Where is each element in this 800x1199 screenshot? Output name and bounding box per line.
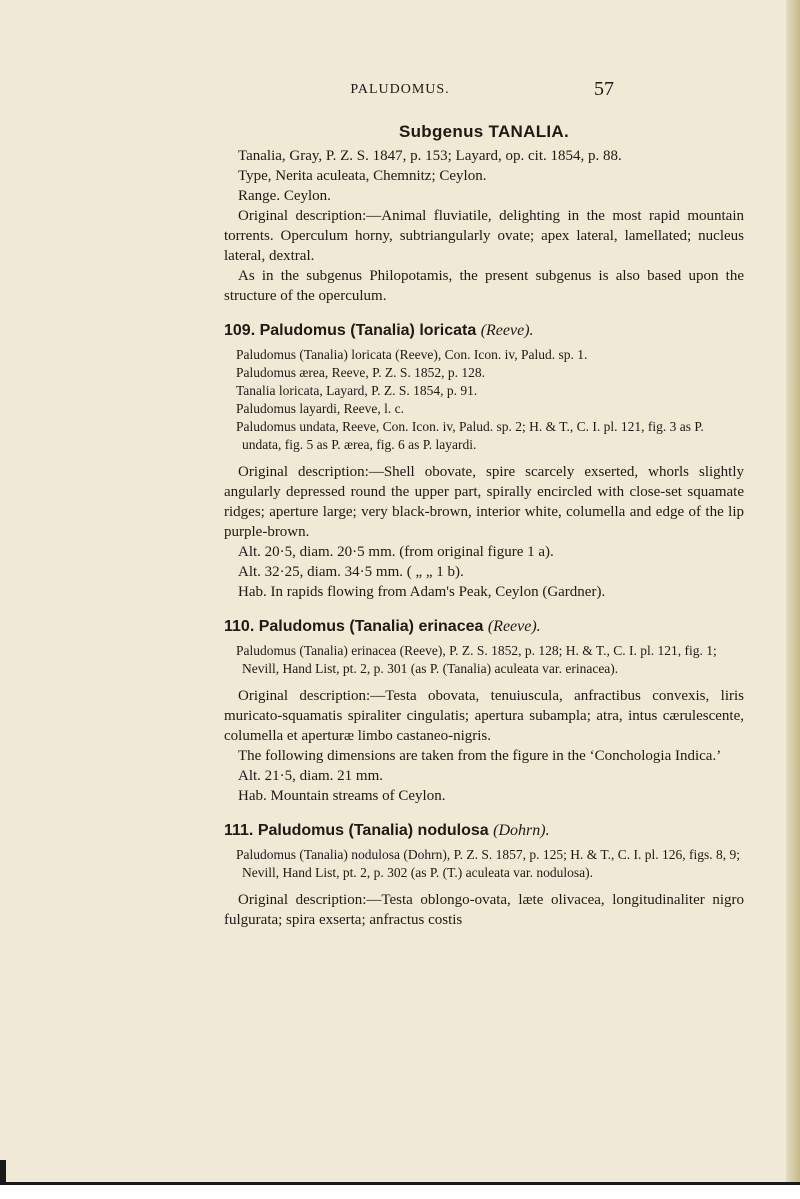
scan-bottom-edge	[0, 1182, 800, 1199]
species-name: Paludomus (Tanalia) nodulosa	[257, 822, 489, 839]
subgenus-title: Subgenus TANALIA.	[398, 122, 570, 141]
synonym-ref: Paludomus ærea, Reeve, P. Z. S. 1852, p. 128.	[236, 365, 485, 380]
synonym-ref: Paludomus (Tanalia) loricata (Reeve), Con. Icon. iv, Palud. sp. 1.	[236, 347, 588, 362]
original-description: Original description:—Shell obovate, spire scarcely exserted, whorls slightly angularly depressed round the upper part, spirally encircled with close-set squamate ridges; aperture large; very black-brown, interior white, columella and edge of the lip purple-brown.	[224, 464, 744, 540]
species-heading	[224, 618, 744, 636]
synonym-ref: Paludomus layardi, Reeve, l. c.	[236, 401, 404, 416]
subgenus-range: Range. Ceylon.	[238, 188, 331, 204]
page-header	[0, 78, 800, 106]
synonym-ref: Paludomus (Tanalia) erinacea (Reeve), P. Z. S. 1852, p. 128; H. & T., C. I. pl. 121, fig. 1; Nevill, Hand List, pt. 2, p. 301 (as P. (Tanalia) aculeata var. erinacea).	[236, 643, 717, 676]
species-number: 111.	[224, 822, 254, 839]
habitat: Hab. Mountain streams of Ceylon.	[238, 788, 446, 804]
subgenus-note: As in the subgenus Philopotamis, the present subgenus is also based upon the structure of the operculum.	[224, 268, 744, 304]
page-body	[224, 122, 744, 930]
species-heading	[224, 822, 744, 840]
page-edge-shadow	[786, 0, 800, 1196]
species-name: Paludomus (Tanalia) erinacea	[258, 618, 484, 635]
species-author: (Dohrn).	[493, 822, 550, 839]
synonym-ref: Paludomus (Tanalia) nodulosa (Dohrn), P. Z. S. 1857, p. 125; H. & T., C. I. pl. 126, figs. 8, 9; Nevill, Hand List, pt. 2, p. 302 (as P. (T.) aculeata var. nodulosa).	[236, 847, 741, 880]
dimensions: Alt. 21·5, diam. 21 mm.	[238, 768, 383, 784]
page-number: 57	[594, 78, 614, 100]
subgenus-type: Type, Nerita aculeata, Chemnitz; Ceylon.	[238, 168, 487, 184]
species-author: (Reeve).	[487, 618, 541, 635]
original-description: Original description:—Testa oblongo-ovata, læte olivacea, longitudinaliter nigro fulgurata; spira exserta; anfractus costis	[224, 892, 744, 928]
dimensions: Alt. 32·25, diam. 34·5 mm. ( „ „ 1 b).	[238, 564, 464, 580]
dimension-note: The following dimensions are taken from the figure in the ‘Conchologia Indica.’	[238, 748, 722, 764]
species-name: Paludomus (Tanalia) loricata	[259, 322, 477, 339]
dimensions: Alt. 20·5, diam. 20·5 mm. (from original figure 1 a).	[238, 544, 554, 560]
synonym-ref: Tanalia loricata, Layard, P. Z. S. 1854, p. 91.	[236, 383, 478, 398]
running-head: PALUDOMUS.	[350, 82, 450, 97]
species-number: 109.	[224, 322, 256, 339]
synonym-ref: Paludomus undata, Reeve, Con. Icon. iv, Palud. sp. 2; H. & T., C. I. pl. 121, fig. 3 as P. undata, fig. 5 as P. ærea, fig. 6 as P. layardi.	[236, 419, 704, 452]
species-author: (Reeve).	[480, 322, 534, 339]
species-number: 110.	[224, 618, 255, 635]
species-heading	[224, 322, 744, 340]
original-description: Original description:—Testa obovata, tenuiuscula, anfractibus convexis, liris muricato-squamatis spiraliter cingulatis; apertura subampla; atra, intus cærulescente, columella et aperturæ limbo castaneo-nigris.	[224, 688, 744, 744]
habitat: Hab. In rapids flowing from Adam's Peak, Ceylon (Gardner).	[238, 584, 606, 600]
subgenus-original-description: Original description:—Animal fluviatile, delighting in the most rapid mountain torrents. Operculum horny, subtriangularly ovate; apex lateral, lamellated; nucleus lateral, dextral.	[224, 208, 744, 264]
subgenus-citation: Tanalia, Gray, P. Z. S. 1847, p. 153; Layard, op. cit. 1854, p. 88.	[238, 148, 622, 164]
